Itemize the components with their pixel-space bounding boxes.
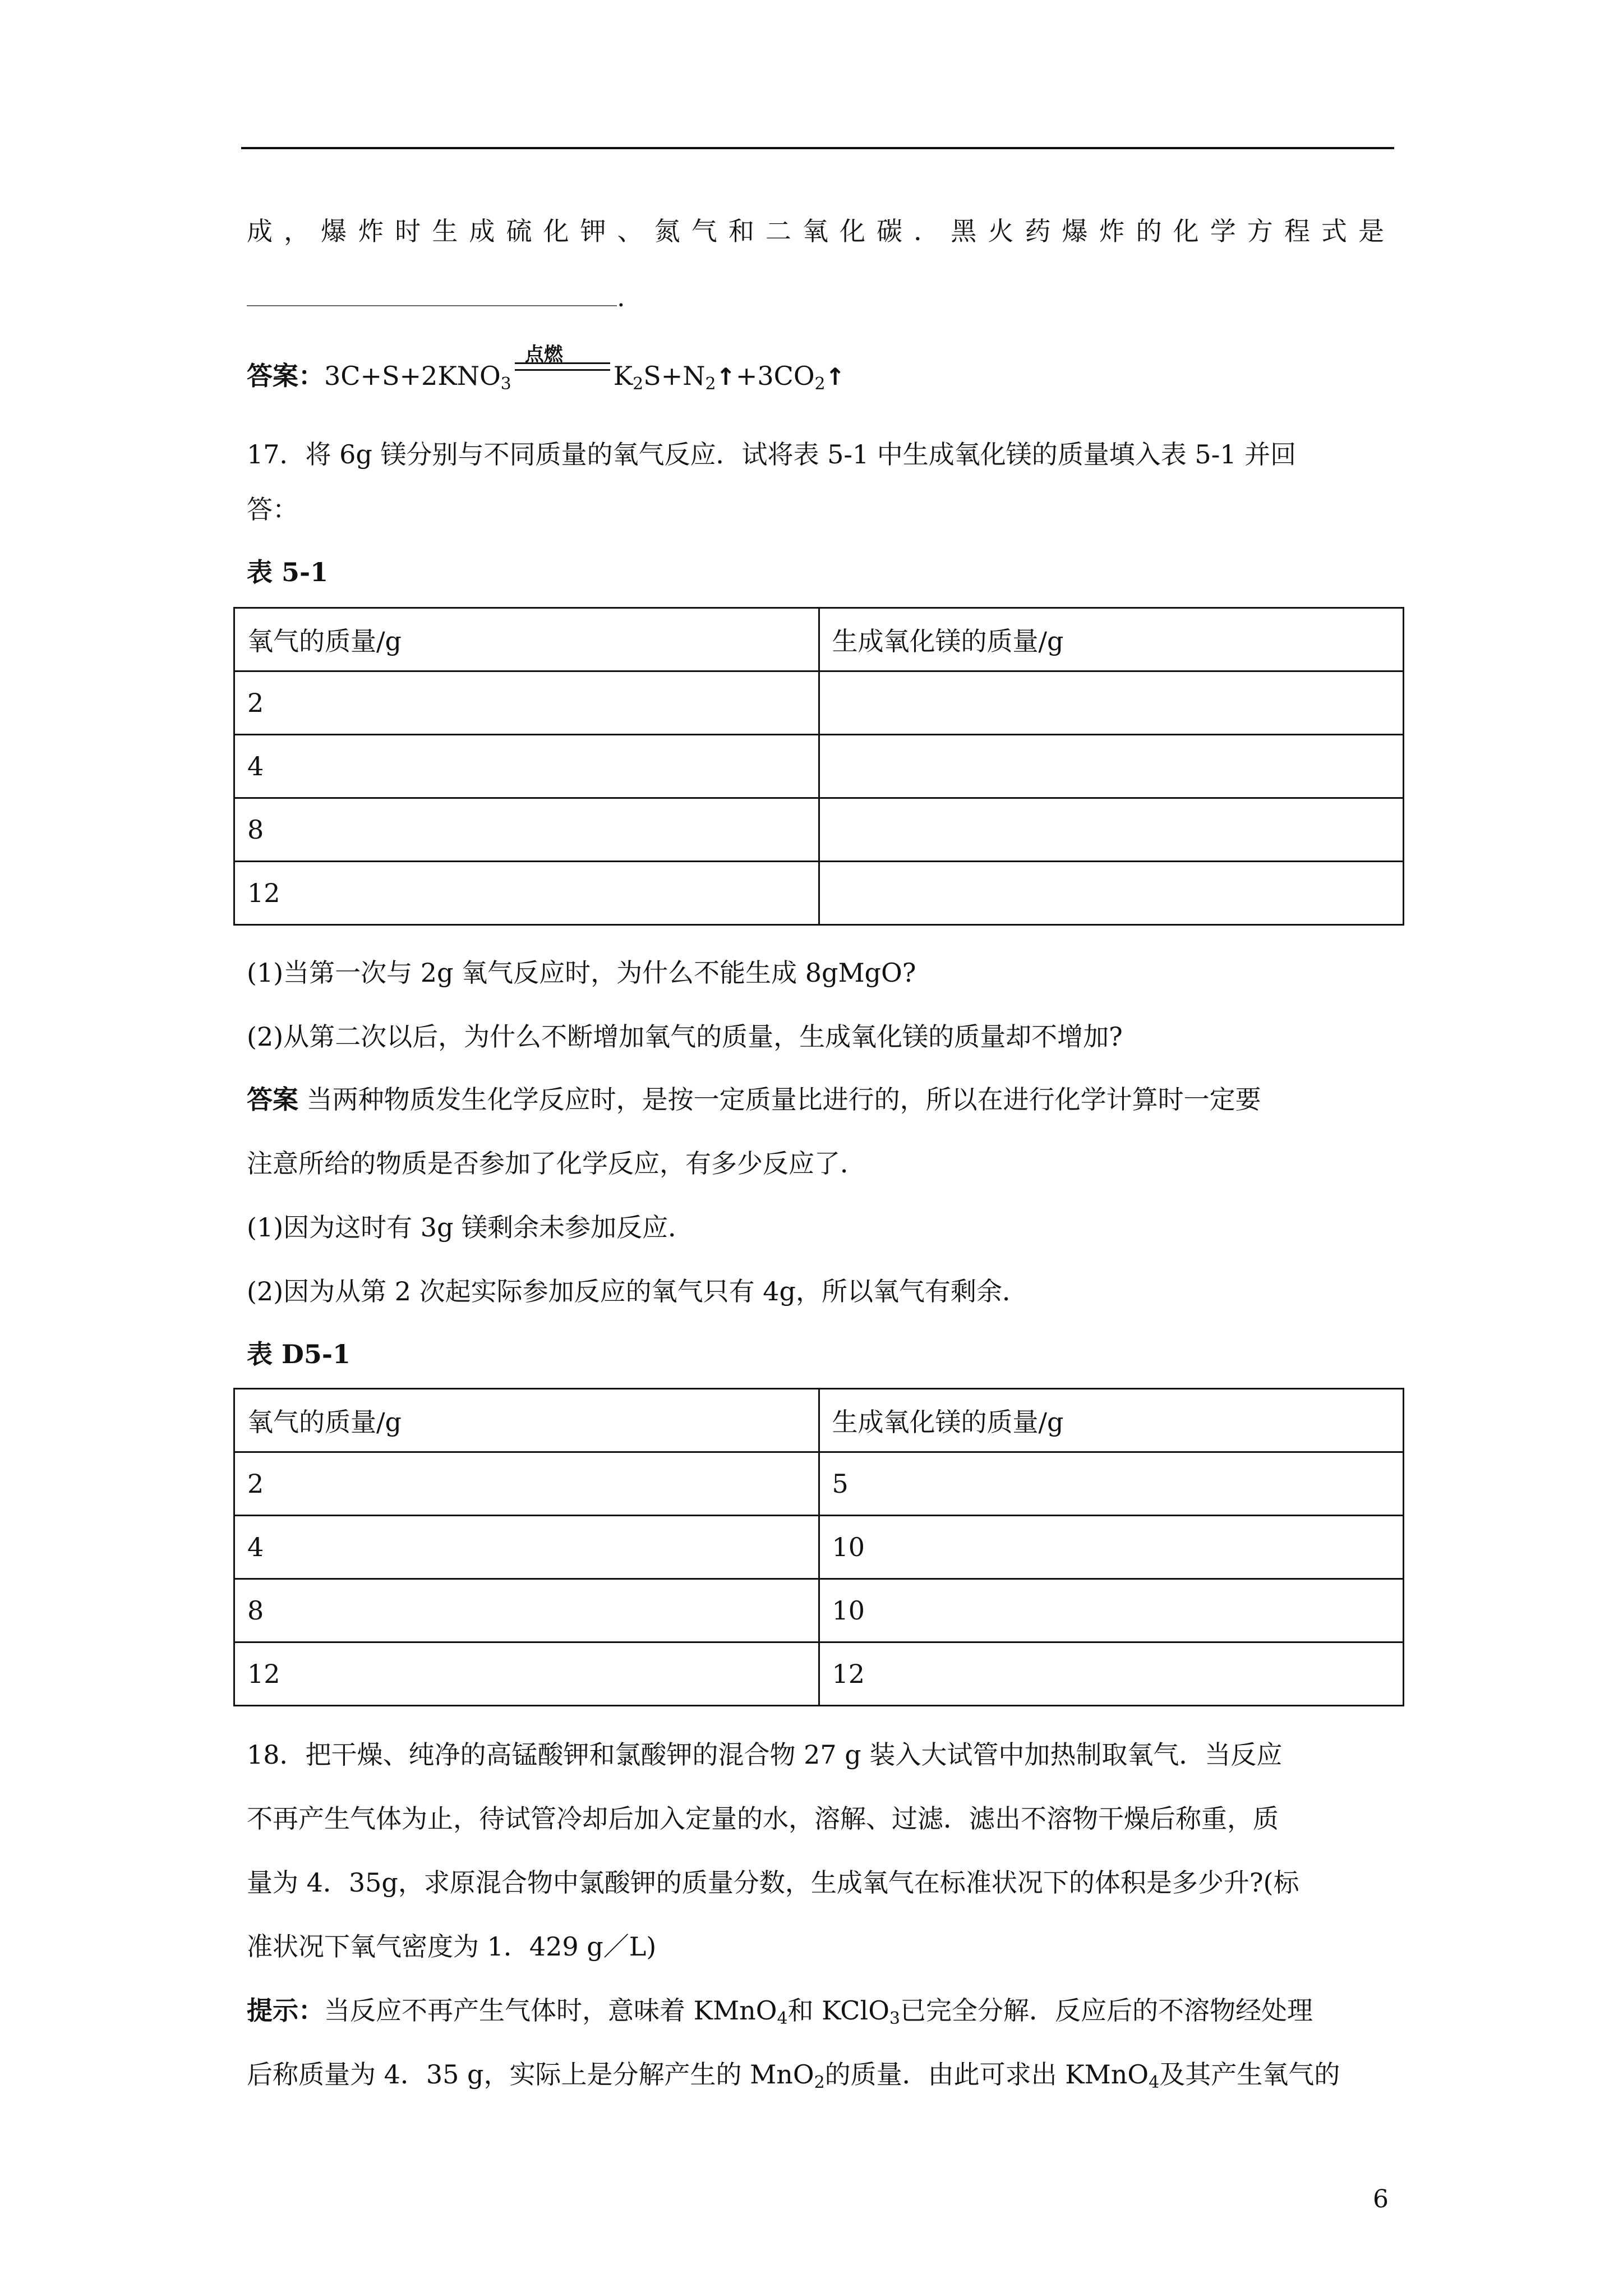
hint-line-2: 后称质量为 4．35 g，实际上是分解产生的 MnO$_2$的质量．由此可求出 KMnO$_4$及其产生氧气的 [247,2059,1340,2092]
reaction-condition: 点燃 [515,362,610,385]
table-row: 8 [234,798,1404,862]
question-17-line-1: 17．将 6g 镁分别与不同质量的氧气反应．试将表 5-1 中生成氧化镁的质量填入表 5-1 并回 [247,439,1297,470]
data-table-empty [233,607,1404,926]
question-18-line-1: 18．把干燥、纯净的高锰酸钾和氯酸钾的混合物 27 g 装入大试管中加热制取氧气．当反应 [247,1740,1283,1770]
hint-line-1: 提示：当反应不再产生气体时，意味着 KMnO$_4$和 KClO$_3$已完全分解．反应后的不溶物经处理 [247,1995,1313,2028]
table-header-row: 氧气的质量/g 生成氧化镁的质量/g [234,608,1404,671]
header-rule [241,147,1394,149]
table-row: 4 10 [234,1516,1404,1579]
answer-17-line-2: 注意所给的物质是否参加了化学反应，有多少反应了． [247,1148,866,1179]
table-row: 4 [234,735,1404,798]
gas-arrow-icon: ↑ [716,363,736,390]
hint-label: 提示： [247,1995,324,2026]
table-caption: 表 D5-1 [247,1339,351,1369]
table-row: 12 12 [234,1642,1404,1706]
page-number: 6 [1373,2185,1389,2214]
answer-label: 答案： [247,361,324,391]
question-18-line-2: 不再产生气体为止，待试管冷却后加入定量的水，溶解、过滤．滤出不溶物干燥后称重，质 [247,1803,1279,1834]
table-header-row: 氧气的质量/g 生成氧化镁的质量/g [234,1389,1404,1452]
table-row: 2 [234,671,1404,735]
answer-blank [247,288,617,306]
gas-arrow-icon: ↑ [825,363,845,390]
question-17-line-2: 答： [247,494,298,524]
intro-line-1: 成，爆炸时生成硫化钾、氮气和二氧化碳．黑火药爆炸的化学方程式是 [247,216,1394,246]
question-18-line-4: 准状况下氧气密度为 1．429 g／L) [247,1931,657,1962]
sub-question-1: (1)当第一次与 2g 氧气反应时，为什么不能生成 8gMgO? [247,958,916,988]
question-18-line-3: 量为 4．35g，求原混合物中氯酸钾的质量分数，生成氧气在标准状况下的体积是多少升?(标 [247,1867,1299,1898]
answer-16: 答案：$3C+S+2KNO_3$ 点燃 $K_2S+N_2↑+3CO_2↑$ [247,343,845,394]
table-row: 12 [234,862,1404,925]
table-caption: 表 5-1 [247,557,329,587]
table-row: 2 5 [234,1452,1404,1516]
table-row: 8 10 [234,1579,1404,1642]
answer-17-a2: (2)因为从第 2 次起实际参加反应的氧气只有 4g，所以氧气有剩余． [247,1276,1029,1306]
answer-17-a1: (1)因为这时有 3g 镁剩余未参加反应． [247,1212,694,1243]
answer-17-line-1: 答案 当两种物质发生化学反应时，是按一定质量比进行的，所以在进行化学计算时一定要 [247,1084,1261,1115]
intro-line-2: . [247,280,625,314]
data-table-filled [233,1388,1404,1706]
sub-question-2: (2)从第二次以后，为什么不断增加氧气的质量，生成氧化镁的质量却不增加? [247,1022,1123,1052]
